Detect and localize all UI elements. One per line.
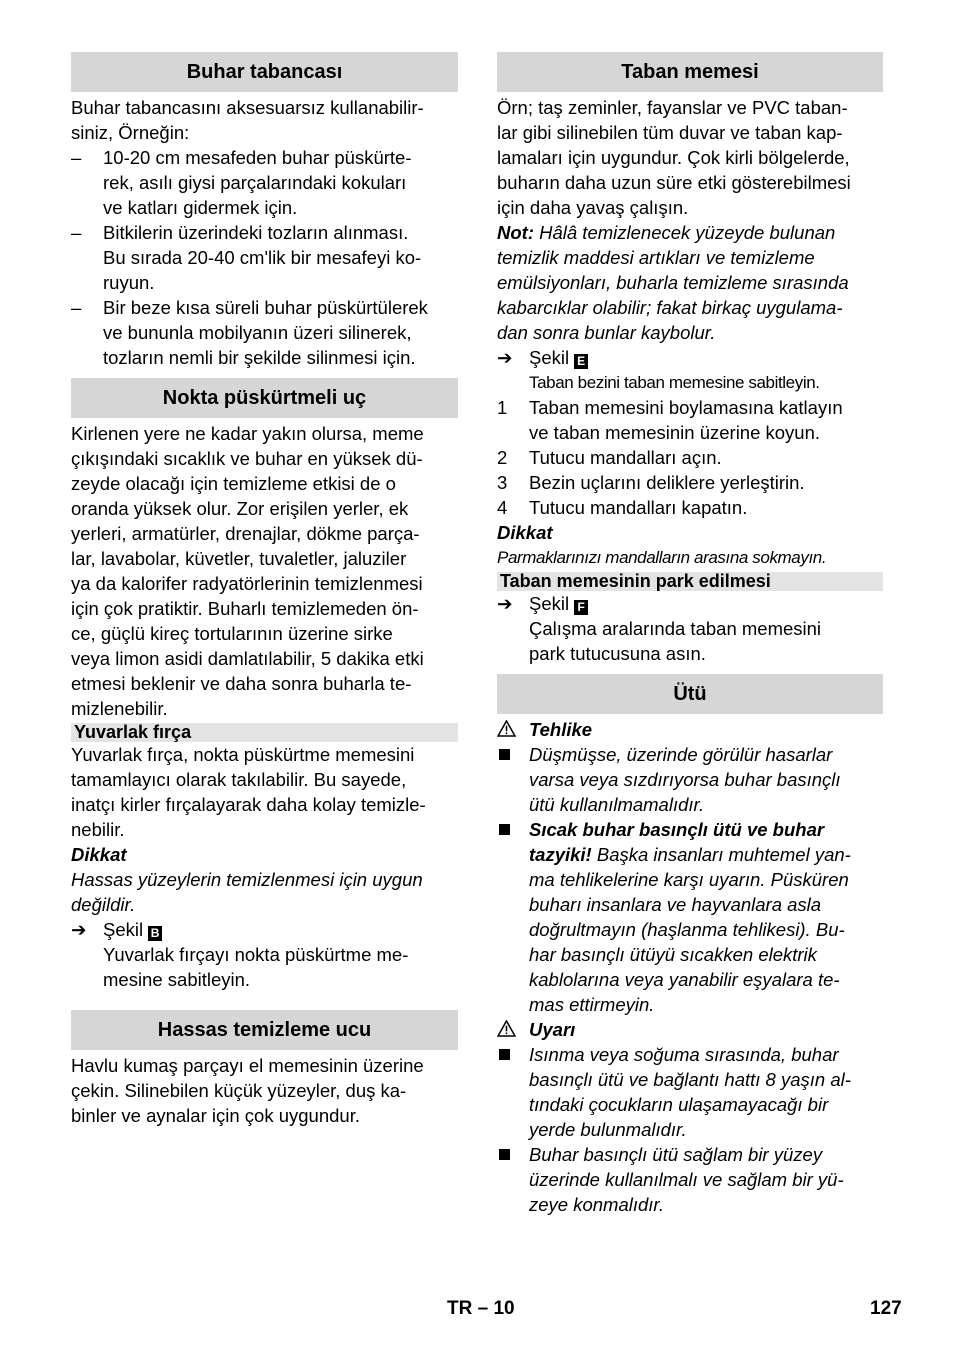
left-column xyxy=(71,52,458,1128)
bullet-square-icon xyxy=(499,1049,510,1060)
figure-b-icon: B xyxy=(148,926,162,941)
step-item: 4 Tutucu mandalları kapatın. xyxy=(497,497,748,518)
figure-reference: ➔ Şekil F xyxy=(497,591,883,616)
list-item: Buhar basınçlı ütü sağlam bir yüzey üzerinde kullanılmalı ve sağlam bir yü- zeye konmalıdır. xyxy=(497,1142,883,1217)
bullet-square-icon xyxy=(499,749,510,760)
step-item: 2 Tutucu mandalları açın. xyxy=(497,447,722,468)
hassas-paragraph: Havlu kumaş parçayı el memesinin üzerine çekin. Silinebilen küçük yüzeyler, duş ka- binler ve aynalar için çok uygundur. xyxy=(71,1055,424,1126)
figure-instruction: Taban bezini taban memesine sabitleyin. xyxy=(529,373,820,392)
figure-f-icon: F xyxy=(574,600,588,615)
list-item: – Bitkilerin üzerindeki tozların alınması. Bu sırada 20-40 cm'lik bir mesafeyi ko- ruyun. xyxy=(71,222,422,293)
heading-hassas-temizleme-ucu: Hassas temizleme ucu xyxy=(71,1010,458,1050)
step-item: 1 Taban memesini boylamasına katlayın ve taban memesinin üzerine koyun. xyxy=(497,397,843,443)
bullet-square-icon xyxy=(499,1149,510,1160)
figure-instruction: Yuvarlak fırçayı nokta püskürtme me- mesine sabitleyin. xyxy=(103,944,409,990)
not-paragraph: Not: Hâlâ temizlenecek yüzeyde bulunan temizlik maddesi artıkları ve temizleme emülsiyonları, buharla temizleme sırasında kabarcıklar olabilir; fakat birkaç uygulama- dan sonra bunlar kaybolur. xyxy=(497,222,849,343)
figure-reference: ➔ Şekil E xyxy=(497,345,883,370)
figure-instruction: Çalışma aralarında taban memesini park tutucusuna asın. xyxy=(529,618,822,664)
dikkat-label: Dikkat xyxy=(71,844,127,865)
page-number: 127 xyxy=(870,1298,902,1319)
tehlike-label: Tehlike xyxy=(497,717,883,742)
subheading-park: Taban memesinin park edilmesi xyxy=(497,572,883,591)
figure-reference: ➔ Şekil B xyxy=(71,917,458,942)
list-item: Düşmüşse, üzerinde görülür hasarlar varsa veya sızdırıyorsa buhar basınçlı ütü kullanılmamalıdır. xyxy=(497,742,883,817)
step-item: 3 Bezin uçlarını deliklere yerleştirin. xyxy=(497,472,805,493)
dikkat-text: Hassas yüzeylerin temizlenmesi için uygun değildir. xyxy=(71,869,423,915)
warning-triangle-icon xyxy=(497,720,516,737)
intro-paragraph: Buhar tabancasını aksesuarsız kullanabilir- siniz, Örneğin: xyxy=(71,97,424,143)
right-column xyxy=(497,52,883,1217)
footer-section-label: TR – 10 xyxy=(447,1298,515,1319)
arrow-icon: ➔ xyxy=(497,593,513,614)
list-item: – 10-20 cm mesafeden buhar püskürte- rek, asılı giysi parçalarındaki kokuları ve katları gidermek için. xyxy=(71,147,412,218)
heading-utu: Ütü xyxy=(497,674,883,714)
warning-triangle-icon xyxy=(497,1020,516,1037)
taban-paragraph: Örn; taş zeminler, fayanslar ve PVC taban- lar gibi silinebilen tüm duvar ve taban kap- lamaları için uygundur. Çok kirli bölgelerde, buharın daha uzun süre etki gösterebilmesi için daha yavaş çalışın. xyxy=(497,97,851,218)
nokta-paragraph: Kirlenen yere ne kadar yakın olursa, meme çıkışındaki sıcaklık ve buhar en yüksek dü- zeyde olacağı için temizleme etkisi de o oranda yüksek olur. Zor erişilen yerler, ek yerleri, armatürler, drenajlar, dökme parça- lar, lavabolar, küvetler, tuvaletler, jaluziler ya da kalorifer radyatörlerinin temizlenmesi için çok pratiktir. Buharlı temizlemeden ön- ce, güçlü kireç tortularının üzerine sirke veya limon asidi damlatılabilir, 5 dakika etki etmesi beklenir ve daha sonra buharla te- mizlenebilir. xyxy=(71,423,424,719)
arrow-icon: ➔ xyxy=(71,919,87,940)
heading-nokta-puskurtmeli-uc: Nokta püskürtmeli uç xyxy=(71,378,458,418)
arrow-icon: ➔ xyxy=(497,347,513,368)
bullet-square-icon xyxy=(499,824,510,835)
list-item: Sıcak buhar basınçlı ütü ve buhar tazyiki! Başka insanları muhtemel yan- ma tehlikelerine karşı uyarın. Püsküren buharı insanlara ve hayvanlara asla doğrultmayın (haşlanma tehlikesi). Bu- har basınçlı ütüyü sıcakken elektrik kablolarına veya yanabilir eşyalara te- mas ettirmeyin. xyxy=(497,817,883,1017)
list-item: – Bir beze kısa süreli buhar püskürtülerek ve bununla mobilyanın üzeri silinerek, tozların nemli bir şekilde silinmesi için. xyxy=(71,297,428,368)
dikkat-text: Parmaklarınızı mandalların arasına sokmayın. xyxy=(497,548,827,567)
uyari-label: Uyarı xyxy=(497,1017,883,1042)
yuvarlak-paragraph: Yuvarlak fırça, nokta püskürtme memesini tamamlayıcı olarak takılabilir. Bu sayede, inatçı kirler fırçalayarak daha kolay temizle- nebilir. xyxy=(71,744,426,840)
list-item: Isınma veya soğuma sırasında, buhar basınçlı ütü ve bağlantı hattı 8 yaşın al- tındaki çocukların ulaşamayacağı bir yerde bulunmalıdır. xyxy=(497,1042,883,1142)
heading-taban-memesi: Taban memesi xyxy=(497,52,883,92)
subheading-yuvarlak-firca: Yuvarlak fırça xyxy=(71,723,458,742)
dikkat-label: Dikkat xyxy=(497,522,553,543)
heading-buhar-tabancasi: Buhar tabancası xyxy=(71,52,458,92)
figure-e-icon: E xyxy=(574,354,588,369)
